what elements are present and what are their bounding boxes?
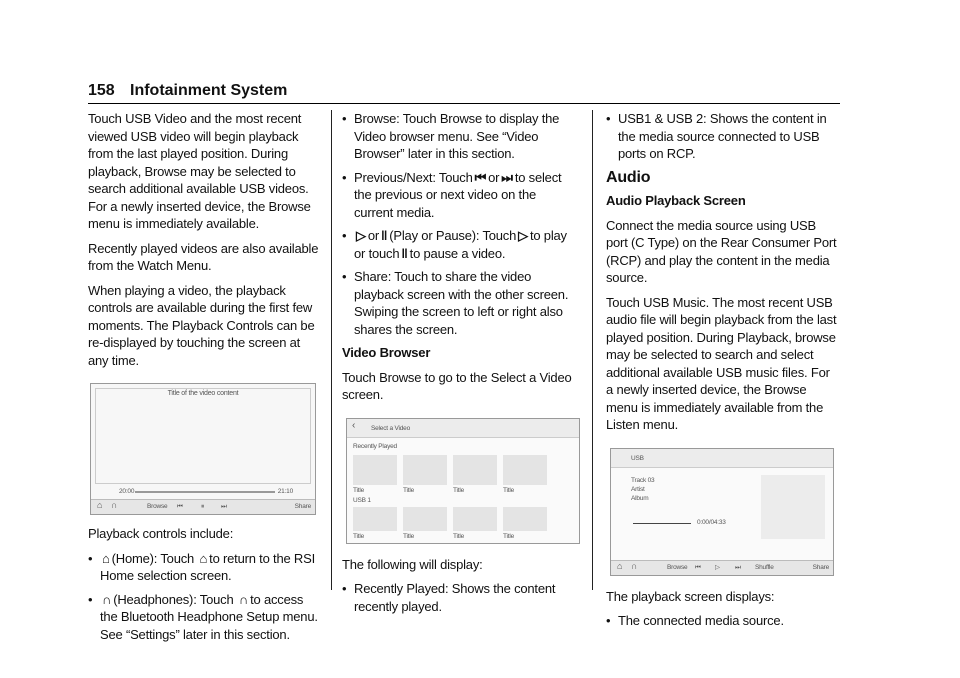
recently-played-label: Recently Played [353, 442, 397, 450]
list-item: • ▷ or ǁ (Play or Pause): Touch ▷ to play or touch ǁ to pause a video. [342, 227, 578, 262]
pause-icon: ǁ [401, 245, 408, 261]
header-rule [88, 103, 840, 104]
control-bar [91, 499, 315, 514]
thumbnail[interactable] [353, 507, 397, 531]
pause-icon[interactable]: ⏸ [201, 503, 205, 510]
paragraph: Touch USB Music. The most recent USB audio file will begin playback from the last played position. During Playback, browse may be selected to search and select additional available USB music files. For a newly inserted device, the Browse menu is immediately available from the Listen menu. [606, 294, 837, 432]
home-icon[interactable]: ⌂ [97, 500, 103, 510]
source-label: USB [631, 454, 644, 462]
pause-icon: ǁ [380, 228, 388, 243]
source-header [611, 449, 833, 468]
thumb-title: Title [403, 486, 415, 494]
paragraph: Touch USB Video and the most recent viewed USB video will begin playback from the last played position. During playback, Browse may be selected to search additional available USB videos. For a newly inserted device, the Browse menu is immediately available. [88, 111, 311, 231]
column-3 [606, 110, 840, 636]
thumbnail[interactable] [453, 455, 497, 485]
column-1 [88, 110, 320, 649]
usb-label: USB 1 [353, 496, 371, 504]
play-icon[interactable]: ▷ [715, 563, 720, 571]
list-item: • ∩ (Headphones): Touch ∩ to access the Bluetooth Headphone Setup menu. See “Settings” later in this section. [88, 591, 320, 644]
thumb-title: Title [453, 486, 465, 494]
list-item: • Share: Touch to share the video playback screen with the other screen. Swiping the screen to left or right also shares the screen. [342, 268, 578, 338]
browse-button[interactable]: Browse [147, 503, 168, 510]
thumbnail[interactable] [403, 507, 447, 531]
album-art [761, 475, 825, 539]
share-button[interactable]: Share [294, 503, 311, 510]
home-icon: ⌂ [102, 550, 110, 566]
thumbnail[interactable] [503, 507, 547, 531]
thumbnail[interactable] [503, 455, 547, 485]
time-start: 20:00 [119, 488, 135, 495]
progress-bar [633, 523, 691, 524]
subheading: Audio Playback Screen [606, 193, 746, 208]
headphones-icon[interactable]: ∩ [631, 560, 638, 571]
next-icon[interactable]: ⏭ [735, 563, 741, 571]
artist-name: Artist [631, 485, 645, 493]
thumb-title: Title [353, 532, 365, 540]
paragraph: The playback screen displays: [606, 588, 775, 604]
previous-icon: ⏮ [474, 169, 487, 185]
headphones-icon: ∩ [102, 591, 112, 607]
thumb-title: Title [353, 486, 365, 494]
paragraph: Connect the media source using USB port (C Type) on the Rear Consumer Port (RCP) and play the content in the media source. [606, 217, 837, 285]
progress-bar [135, 491, 275, 493]
video-title: Title of the video content [167, 390, 239, 397]
column-divider [331, 110, 332, 590]
album-name: Album [631, 494, 649, 502]
list-item: • Browse: Touch Browse to display the Video browser menu. See “Video Browser” later in this section. [342, 110, 578, 163]
paragraph: Recently played videos are also available from the Watch Menu. [88, 240, 319, 273]
back-icon[interactable]: ‹ [352, 419, 356, 431]
time-end: 21:10 [277, 488, 293, 495]
page-header [88, 82, 840, 104]
share-button[interactable]: Share [812, 563, 829, 571]
browse-button[interactable]: Browse [667, 563, 688, 571]
paragraph: Playback controls include: [88, 526, 234, 541]
previous-icon[interactable]: ⏮ [177, 503, 183, 510]
section-heading: Audio [606, 168, 651, 186]
thumbnail[interactable] [453, 507, 497, 531]
next-icon[interactable]: ⏭ [221, 503, 227, 510]
play-icon: ▷ [356, 228, 366, 243]
list-item: • ⌂ (Home): Touch ⌂ to return to the RSI Home selection screen. [88, 550, 320, 585]
list-item: • Previous/Next: Touch ⏮ or ⏭ to select the previous or next video on the current media. [342, 169, 578, 222]
subheading: Video Browser [342, 345, 431, 360]
play-icon: ▷ [518, 228, 528, 243]
paragraph: When playing a video, the playback controls are available during the first few moments. The Playback Controls can be re-displayed by touching the screen at any time. [88, 282, 315, 368]
thumb-title: Title [503, 532, 515, 540]
thumb-title: Title [453, 532, 465, 540]
time-readout: 0:00/04:33 [697, 518, 726, 526]
list-item: • Recently Played: Shows the content recently played. [342, 580, 578, 615]
list-item: • USB1 & USB 2: Shows the content in the media source connected to USB ports on RCP. [606, 110, 840, 163]
browser-title: Select a Video [371, 424, 410, 432]
column-divider [592, 110, 593, 590]
shuffle-button[interactable]: Shuffle [755, 563, 774, 571]
video-playback-screenshot [90, 383, 316, 515]
headphones-icon[interactable]: ∩ [111, 500, 118, 510]
thumb-title: Title [503, 486, 515, 494]
thumbnail[interactable] [353, 455, 397, 485]
audio-playback-screenshot [610, 448, 834, 576]
home-icon[interactable]: ⌂ [617, 560, 623, 571]
paragraph: The following will display: [342, 556, 483, 572]
browser-header [347, 419, 579, 438]
home-icon: ⌂ [199, 550, 208, 566]
paragraph: Touch Browse to go to the Select a Video screen. [342, 369, 572, 402]
thumb-title: Title [403, 532, 415, 540]
video-area [95, 388, 311, 484]
video-browser-screenshot [346, 418, 580, 544]
previous-icon[interactable]: ⏮ [695, 563, 701, 571]
next-icon: ⏭ [501, 169, 513, 185]
page-number: 158 [88, 82, 115, 99]
list-item: • The connected media source. [606, 612, 840, 630]
headphones-icon: ∩ [238, 591, 249, 607]
control-bar [611, 560, 833, 575]
column-2 [342, 110, 578, 621]
section-title: Infotainment System [130, 82, 288, 99]
track-name: Track 03 [631, 476, 655, 484]
thumbnail[interactable] [403, 455, 447, 485]
